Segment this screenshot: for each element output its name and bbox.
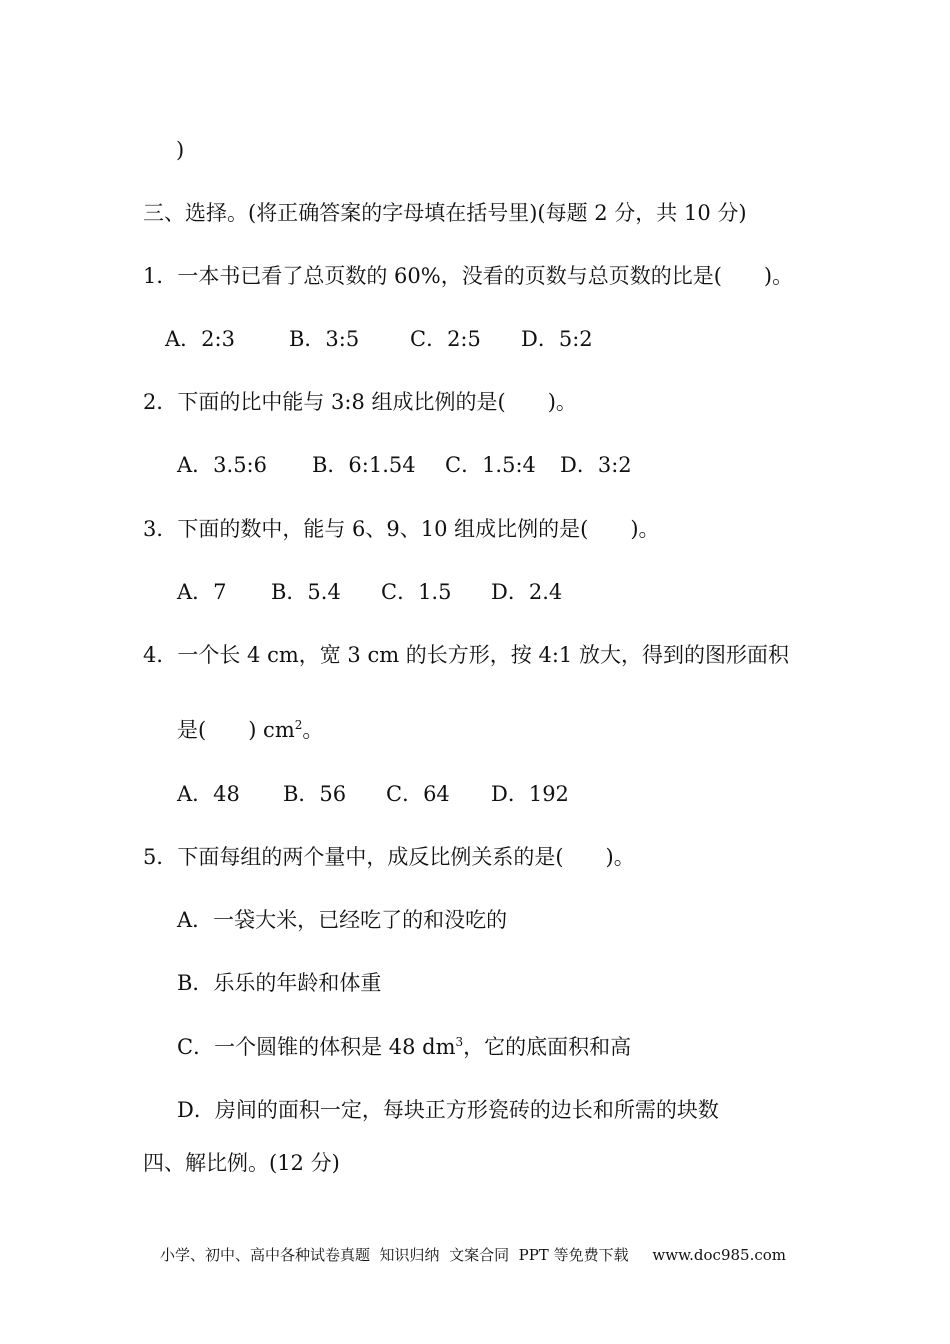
question-5-option-b: B．乐乐的年龄和体重 bbox=[177, 971, 382, 995]
option-b: B．5.4 bbox=[271, 580, 341, 604]
question-2: 2．下面的比中能与 3:8 组成比例的是( )。 bbox=[143, 390, 577, 414]
option-d: D．2.4 bbox=[491, 580, 563, 604]
question-5-option-d: D．房间的面积一定，每块正方形瓷砖的边长和所需的块数 bbox=[177, 1098, 719, 1122]
option-d: D．192 bbox=[491, 782, 569, 806]
q4-superscript: 2 bbox=[294, 718, 303, 732]
option-c: C．1.5:4 bbox=[445, 453, 536, 477]
page-footer: 小学、初中、高中各种试卷真题 知识归纳 文案合同 PPT 等免费下载 www.doc985.com bbox=[160, 1246, 787, 1264]
option-a: A．48 bbox=[177, 782, 240, 806]
q5c-superscript: 3 bbox=[455, 1035, 464, 1049]
question-4: 4．一个长 4 cm，宽 3 cm 的长方形，按 4:1 放大，得到的图形面积 bbox=[143, 643, 789, 667]
section-4-heading: 四、解比例。(12 分) bbox=[143, 1151, 340, 1175]
option-c: C．2:5 bbox=[410, 327, 481, 351]
q5c-text: C．一个圆锥的体积是 48 dm bbox=[177, 1035, 456, 1059]
q5c-text-end: ，它的底面积和高 bbox=[463, 1035, 632, 1059]
question-3: 3．下面的数中，能与 6、9、10 组成比例的是( )。 bbox=[143, 517, 660, 541]
option-b: B．3:5 bbox=[289, 327, 360, 351]
question-1: 1．一本书已看了总页数的 60%，没看的页数与总页数的比是( )。 bbox=[143, 264, 794, 288]
option-a: A．3.5:6 bbox=[177, 453, 267, 477]
closing-paren: ) bbox=[176, 138, 185, 162]
section-3-heading: 三、选择。(将正确答案的字母填在括号里)(每题 2 分，共 10 分) bbox=[143, 201, 747, 225]
option-c: C．1.5 bbox=[381, 580, 452, 604]
question-5: 5．下面每组的两个量中，成反比例关系的是( )。 bbox=[143, 845, 635, 869]
option-b: B．56 bbox=[283, 782, 347, 806]
q4-cont-text: 是( ) cm bbox=[177, 718, 295, 742]
option-d: D．3:2 bbox=[560, 453, 632, 477]
option-a: A．7 bbox=[177, 580, 227, 604]
option-a: A．2:3 bbox=[165, 327, 235, 351]
question-5-option-a: A．一袋大米，已经吃了的和没吃的 bbox=[177, 908, 508, 932]
option-c: C．64 bbox=[386, 782, 450, 806]
q4-cont-end: 。 bbox=[302, 718, 324, 742]
option-b: B．6:1.54 bbox=[312, 453, 416, 477]
question-4-continuation bbox=[177, 716, 323, 744]
option-d: D．5:2 bbox=[521, 327, 593, 351]
question-5-option-c bbox=[177, 1033, 631, 1061]
